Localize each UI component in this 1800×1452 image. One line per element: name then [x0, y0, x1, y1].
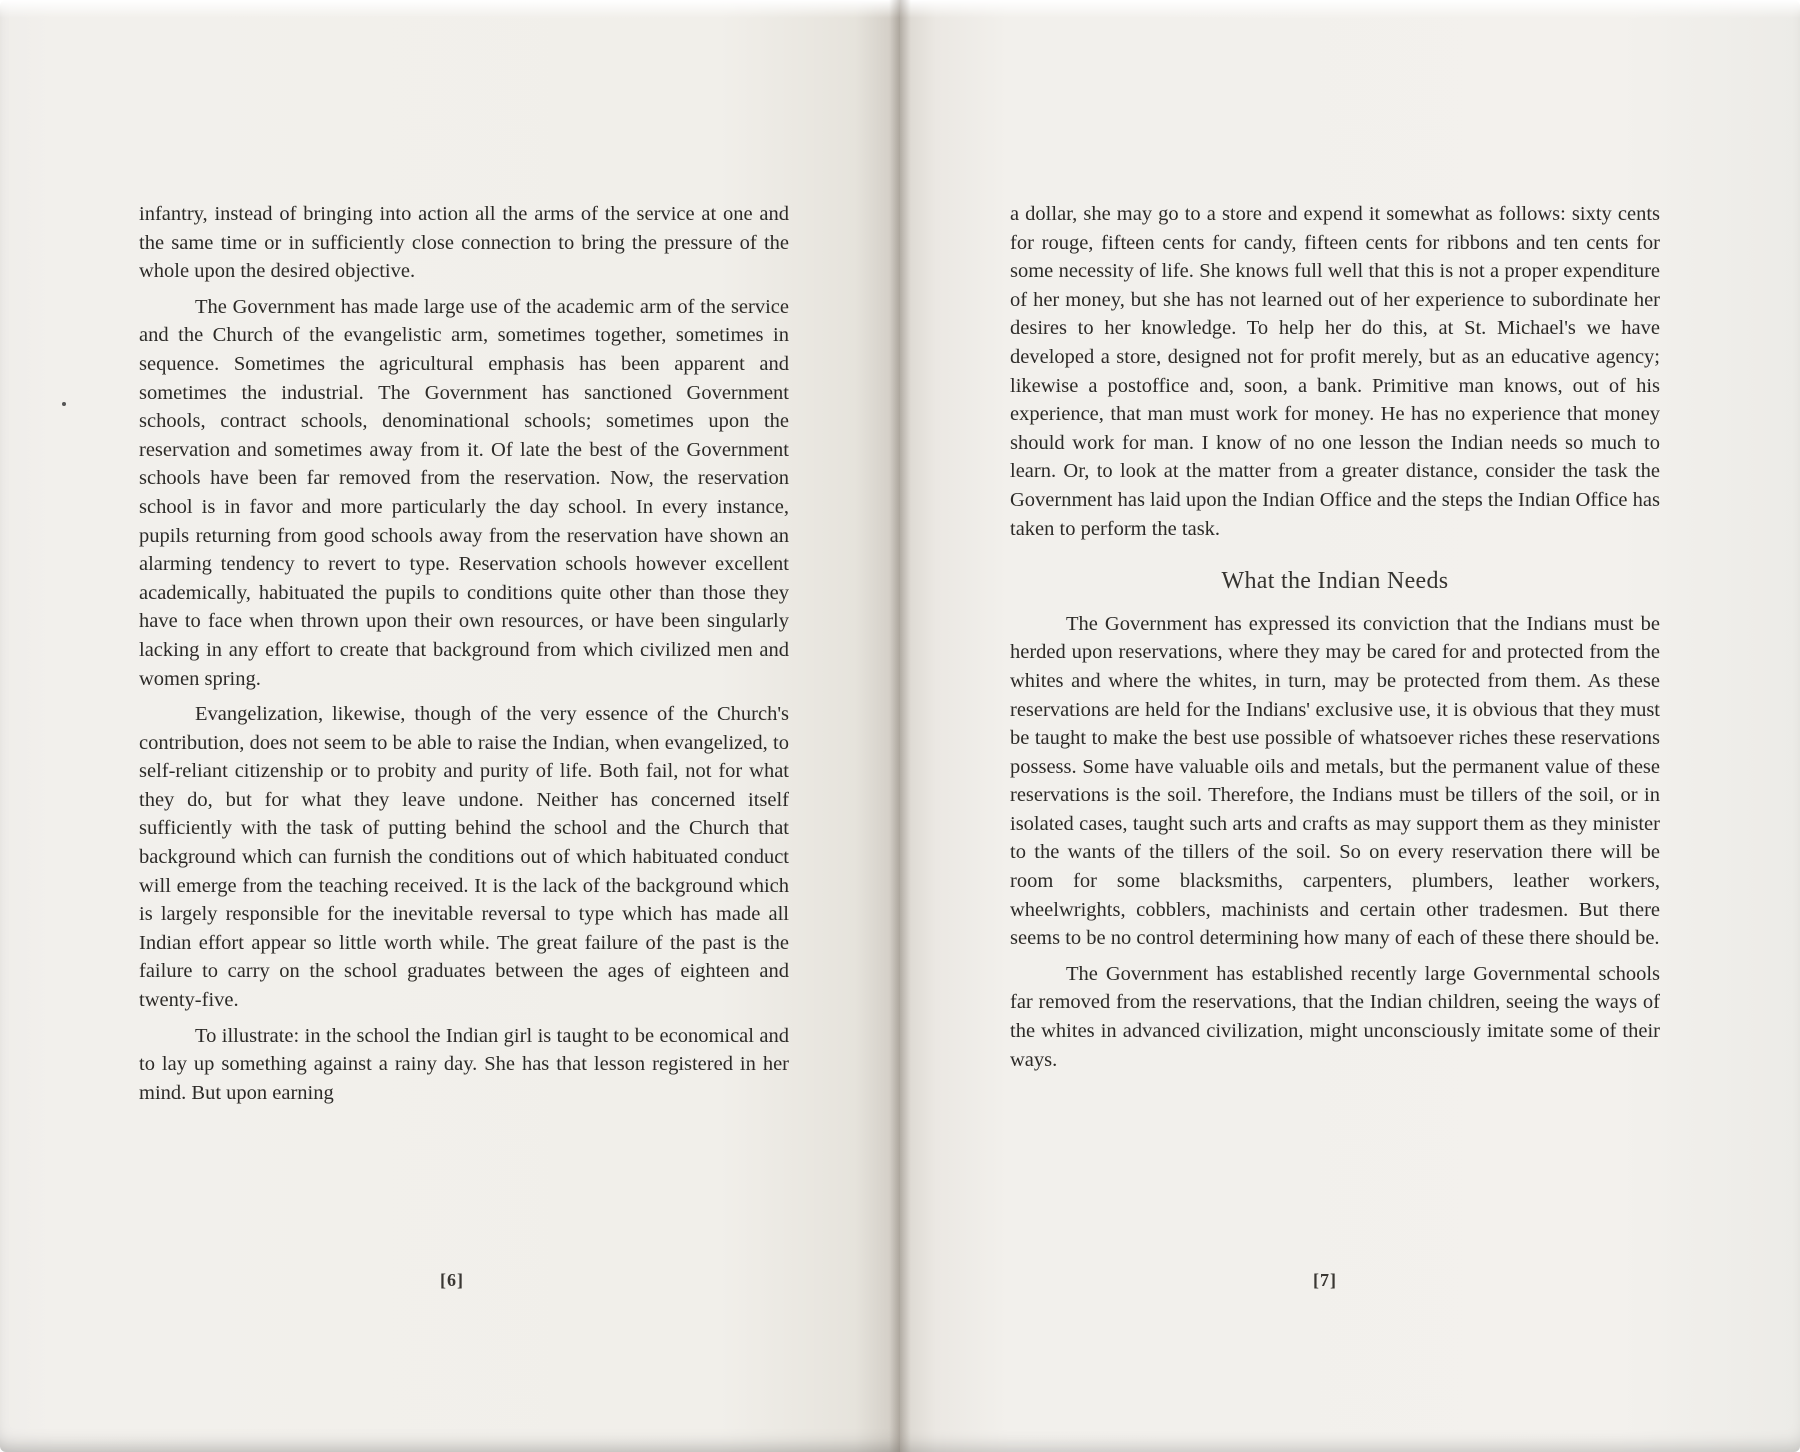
page-number-right: [7] — [1313, 1270, 1337, 1290]
paper-speck — [62, 402, 66, 406]
right-page-text — [1010, 200, 1660, 1074]
right-paragraph-2: The Government has expressed its conviction that the Indians must be herded upon reservations, where they may be cared for and protected from the whites and where the whites, in turn, may be protected from them. As these reservations are held for the Indians' exclusive use, it is obvious that they must be taught to make the best use possible of whatsoever riches these reservations possess. Some have valuable oils and metals, but the permanent value of these reservations is the soil. Therefore, the Indians must be tillers of the soil, or in isolated cases, taught such arts and crafts as may support them as they minister to the wants of the tillers of the soil. So on every reservation there will be room for some blacksmiths, carpenters, plumbers, leather workers, wheelwrights, cobblers, machinists and certain other tradesmen. But there seems to be no control determining how many of each of these there should be. — [1010, 612, 1660, 950]
book-gutter — [889, 0, 911, 1452]
page-number-left: [6] — [440, 1270, 464, 1290]
page-top-shade — [0, 0, 900, 18]
right-paragraph-3: The Government has established recently large Governmental schools far removed from the reservations, that the Indian children, seeing the ways of the whites in advanced civilization, might unconsciously imitate some of their ways. — [1010, 962, 1660, 1071]
section-heading: What the Indian Needs — [1221, 568, 1449, 595]
right-paragraph-1: a dollar, she may go to a store and expend it somewhat as follows: sixty cents for rouge, fifteen cents for candy, fifteen cents for ribbons and ten cents for some necessity of life. She knows full well that this is not a proper expenditure of her money, but she has not learned out of her experience to subordinate her desires to her knowledge. To help her do this, at St. Michael's we have developed a store, designed not for profit merely, but as an educative agency; likewise a postoffice and, soon, a bank. Primitive man knows, out of his experience, that man must work for money. He has no experience that money should work for man. I know of no one lesson the Indian needs so much to learn. Or, to look at the matter from a greater distance, consider the task the Government has laid upon the Indian Office and the steps the Indian Office has taken to perform the task. — [1010, 203, 1660, 540]
left-paragraph-2: The Government has made large use of the academic arm of the service and the Church of the evangelistic arm, sometimes together, sometimes in sequence. Sometimes the agricultural emphasis has been apparent and sometimes the industrial. The Government has sanctioned Government schools, contract schools, denominational schools; sometimes upon the reservation and sometimes away from it. Of late the best of the Government schools have been far removed from the reservation. Now, the reservation school is in favor and more particularly the day school. In every instance, pupils returning from good schools away from the reservation have shown an alarming tendency to revert to type. Reservation schools however excellent academically, habituated the pupils to conditions quite other than those they have to face when thrown upon their own resources, or have been singularly lacking in any effort to create that background from which civilized men and women spring. — [139, 295, 789, 690]
left-paragraph-3: Evangelization, likewise, though of the very essence of the Church's contribution, does not seem to be able to raise the Indian, when evangelized, to self-reliant citizenship or to probity and purity of life. Both fail, not for what they do, but for what they leave undone. Neither has concerned itself sufficiently with the task of putting behind the school and the Church that background which can furnish the conditions out of which habituated conduct will emerge from the teaching received. It is the lack of the background which is largely responsible for the inevitable reversal to type which has made all Indian effort appear so little worth while. The great failure of the past is the failure to carry on the school graduates between the ages of eighteen and twenty-five. — [139, 703, 789, 1012]
left-page-text — [139, 200, 789, 1107]
left-paragraph-4: To illustrate: in the school the Indian girl is taught to be economical and to lay up something against a rainy day. She has that lesson registered in her mind. But upon earning — [139, 1024, 789, 1104]
page-top-shade — [900, 0, 1800, 18]
left-paragraph-1: infantry, instead of bringing into action all the arms of the service at one and the same time or in sufficiently close connection to bring the pressure of the whole upon the desired objective. — [139, 203, 789, 283]
